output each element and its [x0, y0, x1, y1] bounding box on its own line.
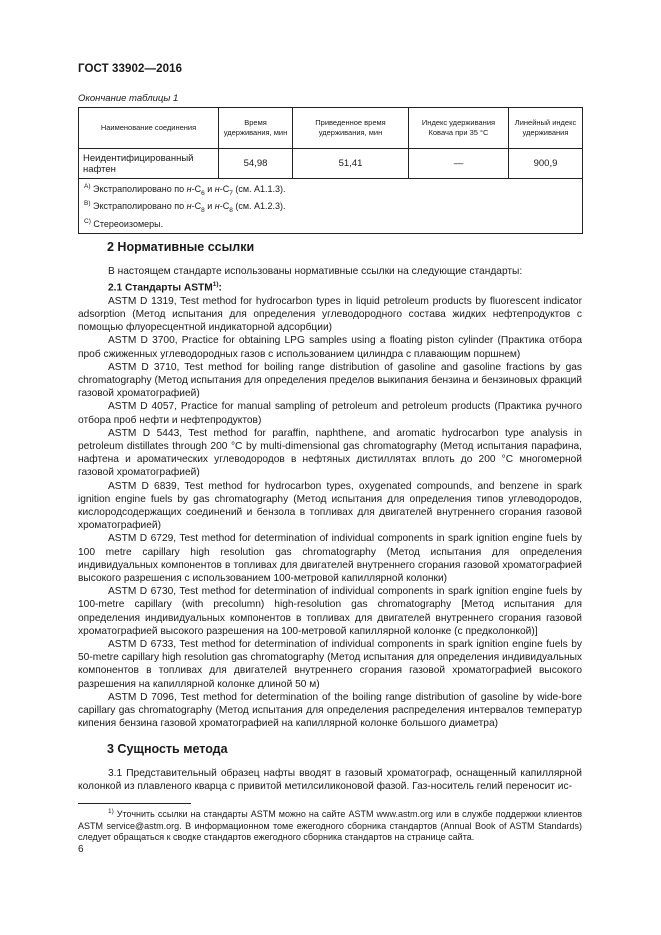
section-3-paragraph: 3.1 Представительный образец нафты вводят в газовый хроматограф, оснащенный капиллярной колонкой из плавленого кварца с привитой метилсиликоновой фазой. Газ-носитель гелий переносит ис- [78, 768, 582, 793]
data-table [78, 107, 583, 234]
section-3-heading: 3 Сущность метода [107, 742, 228, 756]
ref-item: ASTM D 7096, Test method for determination of the boiling range distribution of gasoline by wide-bore capillary gas chromatography (Метод испытания для определения распределения интервалов температур кипения бензина газовой хроматографией на капиллярной колонке большого диаметра) [78, 691, 582, 730]
note-b: $^{B)}$ Экстраполировано по $н-C_8$ и $н-C_8$ (см. А1.2.3). [84, 200, 286, 215]
col-header-rrt: Приведенное время удерживания, мин [293, 108, 409, 149]
page-number: 6 [78, 844, 84, 855]
col-header-name: Наименование соединения [79, 108, 219, 149]
cell-rt: 54,98 [219, 149, 293, 179]
table-caption: Окончание таблицы 1 [78, 93, 179, 104]
ref-item: ASTM D 6839, Test method for hydrocarbon types, oxygenated compounds, and benzene in spark ignition engine fuels by gas chromatography (Метод испытания для определения типов углеводородов, кислородсодержащих соединений и бензола в топливах для двигателей внутреннего сгорания газовой хроматографией) [78, 480, 582, 532]
footnote-text: Уточнить ссылки на стандарты ASTM можно на сайте ASTM www.astm.org или в службе поддержки клиентов ASTM service@astm.org. В информационном томе ежегодного сборника стандартов (Annual Book of ASTM Standards) следует обращаться к сводке стандартов ежегодного сборника стандартов на странице сайта. [78, 809, 582, 842]
cell-name: Неидентифицированный нафтен [79, 149, 219, 179]
cell-rrt: 51,41 [293, 149, 409, 179]
ref-item: ASTM D 3700, Practice for obtaining LPG samples using a floating piston cylinder (Практика отбора проб сжиженных углеводородных газов с использованием цилиндра с плавающим поршнем) [78, 335, 582, 360]
col-header-linear: Линейный индекс удерживания [509, 108, 583, 149]
section-2-body [78, 265, 582, 731]
table-row [79, 149, 583, 179]
footnote [78, 806, 582, 844]
standard-header: ГОСТ 33902—2016 [78, 63, 183, 75]
footnote-mark: 1) [108, 808, 114, 815]
section-2-heading: 2 Нормативные ссылки [107, 240, 255, 254]
ref-item: ASTM D 6733, Test method for determination of individual components in spark ignition engine fuels by 50-metre capillary high resolution gas chromatography (Метод испытания для определения индивидуальных компонентов в топливах для двигателей внутреннего сгорания газовой хроматографией высокого разрешения на капиллярной колонке длиной 50 м) [78, 639, 582, 690]
ref-item: ASTM D 3710, Test method for boiling range distribution of gasoline and gasoline fractions by gas chromatography (Метод испытания для определения пределов выкипания бензина и бензиновых фракций газовой хроматографией) [78, 361, 582, 400]
cell-kovats: — [409, 149, 509, 179]
table-notes-row [79, 179, 583, 234]
footnote-divider [78, 803, 191, 804]
table-notes [79, 179, 583, 234]
ref-item: ASTM D 4057, Practice for manual sampling of petroleum and petroleum products (Практика ручного отбора проб нефти и нефтепродуктов) [78, 401, 582, 426]
subsection-2-1-heading: 2.1 Стандарты ASTM$^{1)}$: [108, 281, 222, 294]
col-header-kovats: Индекс удерживания Ковача при 35 °С [409, 108, 509, 149]
col-header-rt: Время удерживания, мин [219, 108, 293, 149]
ref-item: ASTM D 5443, Test method for paraffin, naphthene, and aromatic hydrocarbon type analysis in petroleum distillates through 200 °C by multi-dimensional gas chromatography (Метод испытания парафина, нафтена и ароматических углеводородов в нефтяных дистиллятах вплоть до 200 °С многомерной газовой хроматографией) [78, 427, 582, 479]
ref-item: ASTM D 6730, Test method for determination of individual components in spark ignition engine fuels by 100-metre capillary (with precolumn) high-resolution gas chromatography [Метод испытания для определения индивидуальных компонентов в топливах для двигателей внутреннего сгорания газовой хроматографией высокого разрешения на 100-метровой капиллярной колонке (с предколонкой)] [78, 586, 582, 637]
section-3-body [78, 767, 582, 793]
section-2-intro: В настоящем стандарте использованы нормативные ссылки на следующие стандарты: [108, 266, 523, 277]
ref-item: ASTM D 6729, Test method for determination of individual components in spark ignition engine fuels by 100 metre capillary high resolution gas chromatography (Метод испытания для определения индивидуальных компонентов в топливах для двигателей внутреннего сгорания газовой хроматографией высокого разрешения с использованием 100-метровой капиллярной колонки) [78, 533, 582, 585]
cell-linear: 900,9 [509, 149, 583, 179]
note-c: $^{C)}$ Стереоизомеры. [84, 217, 164, 229]
ref-item: ASTM D 1319, Test method for hydrocarbon types in liquid petroleum products by fluorescent indicator adsorption (Метод испытания для определения углеводородного состава жидких нефтепродуктов с помощью флуоресцентной индикаторной адсорбции) [78, 295, 582, 334]
table-header-row [79, 108, 583, 149]
note-a: $^{A)}$ Экстраполировано по $н-C_6$ и $н-C_7$ (см. А1.1.3). [84, 183, 286, 197]
